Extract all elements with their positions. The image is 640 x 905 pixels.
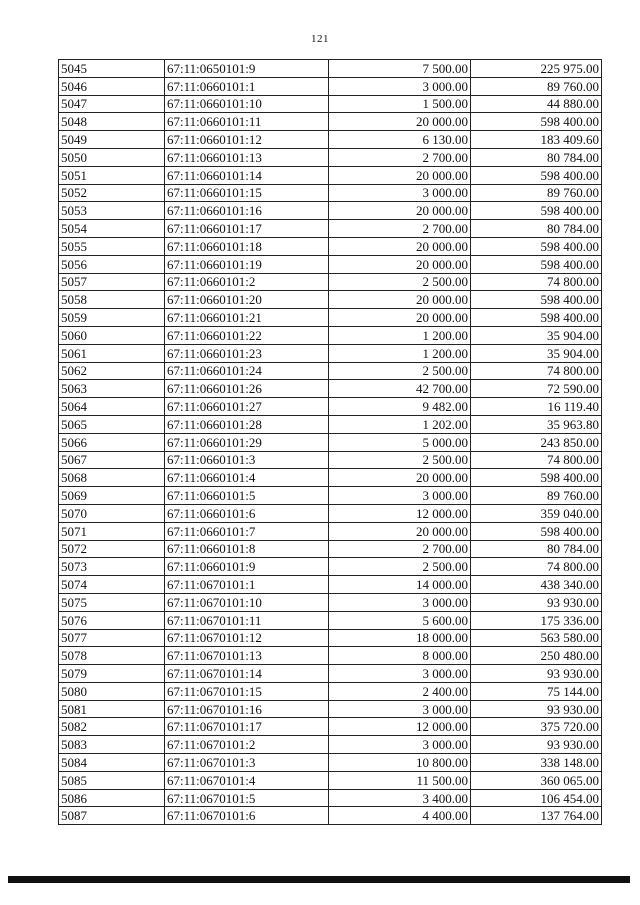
cadastral-value-cell: 80 784.00 <box>471 220 602 238</box>
row-number-cell: 5075 <box>59 593 165 611</box>
table-row <box>59 309 602 327</box>
cadastral-number-cell: 67:11:0660101:4 <box>165 469 329 487</box>
cadastral-number-cell: 67:11:0670101:3 <box>165 754 329 772</box>
cadastral-value-cell: 598 400.00 <box>471 202 602 220</box>
cadastral-number-cell: 67:11:0660101:2 <box>165 273 329 291</box>
cadastral-value-cell: 16 119.40 <box>471 398 602 416</box>
table-row <box>59 504 602 522</box>
cadastral-number-cell: 67:11:0660101:1 <box>165 77 329 95</box>
area-cell: 7 500.00 <box>329 60 471 78</box>
table-row <box>59 95 602 113</box>
table-row <box>59 789 602 807</box>
row-number-cell: 5080 <box>59 682 165 700</box>
cadastral-number-cell: 67:11:0670101:15 <box>165 682 329 700</box>
row-number-cell: 5082 <box>59 718 165 736</box>
cadastral-value-table <box>58 59 602 825</box>
area-cell: 20 000.00 <box>329 469 471 487</box>
cadastral-number-cell: 67:11:0660101:24 <box>165 362 329 380</box>
area-cell: 20 000.00 <box>329 202 471 220</box>
area-cell: 3 000.00 <box>329 77 471 95</box>
row-number-cell: 5086 <box>59 789 165 807</box>
row-number-cell: 5065 <box>59 415 165 433</box>
table-row <box>59 540 602 558</box>
area-cell: 5 600.00 <box>329 611 471 629</box>
cadastral-value-cell: 438 340.00 <box>471 576 602 594</box>
row-number-cell: 5056 <box>59 255 165 273</box>
area-cell: 4 400.00 <box>329 807 471 825</box>
row-number-cell: 5057 <box>59 273 165 291</box>
area-cell: 2 500.00 <box>329 362 471 380</box>
row-number-cell: 5068 <box>59 469 165 487</box>
area-cell: 20 000.00 <box>329 309 471 327</box>
table-row <box>59 380 602 398</box>
row-number-cell: 5079 <box>59 665 165 683</box>
table-row <box>59 736 602 754</box>
area-cell: 2 500.00 <box>329 451 471 469</box>
cadastral-value-cell: 74 800.00 <box>471 362 602 380</box>
area-cell: 20 000.00 <box>329 166 471 184</box>
area-cell: 2 700.00 <box>329 540 471 558</box>
cadastral-value-cell: 35 904.00 <box>471 326 602 344</box>
area-cell: 2 500.00 <box>329 273 471 291</box>
cadastral-number-cell: 67:11:0660101:10 <box>165 95 329 113</box>
cadastral-number-cell: 67:11:0660101:12 <box>165 131 329 149</box>
row-number-cell: 5074 <box>59 576 165 594</box>
table-row <box>59 771 602 789</box>
row-number-cell: 5072 <box>59 540 165 558</box>
cadastral-value-cell: 598 400.00 <box>471 255 602 273</box>
table-row <box>59 415 602 433</box>
cadastral-value-cell: 598 400.00 <box>471 237 602 255</box>
cadastral-value-cell: 74 800.00 <box>471 558 602 576</box>
row-number-cell: 5058 <box>59 291 165 309</box>
cadastral-value-cell: 74 800.00 <box>471 273 602 291</box>
row-number-cell: 5048 <box>59 113 165 131</box>
row-number-cell: 5071 <box>59 522 165 540</box>
cadastral-value-cell: 93 930.00 <box>471 593 602 611</box>
cadastral-value-cell: 359 040.00 <box>471 504 602 522</box>
cadastral-value-cell: 80 784.00 <box>471 540 602 558</box>
row-number-cell: 5078 <box>59 647 165 665</box>
row-number-cell: 5076 <box>59 611 165 629</box>
cadastral-value-cell: 89 760.00 <box>471 77 602 95</box>
row-number-cell: 5060 <box>59 326 165 344</box>
cadastral-number-cell: 67:11:0660101:20 <box>165 291 329 309</box>
table-row <box>59 718 602 736</box>
table-row <box>59 273 602 291</box>
cadastral-value-cell: 137 764.00 <box>471 807 602 825</box>
row-number-cell: 5069 <box>59 487 165 505</box>
cadastral-number-cell: 67:11:0660101:17 <box>165 220 329 238</box>
cadastral-number-cell: 67:11:0670101:16 <box>165 700 329 718</box>
table-row <box>59 255 602 273</box>
area-cell: 20 000.00 <box>329 522 471 540</box>
cadastral-number-cell: 67:11:0670101:12 <box>165 629 329 647</box>
cadastral-value-cell: 89 760.00 <box>471 487 602 505</box>
cadastral-value-cell: 75 144.00 <box>471 682 602 700</box>
cadastral-value-cell: 89 760.00 <box>471 184 602 202</box>
area-cell: 1 200.00 <box>329 326 471 344</box>
cadastral-number-cell: 67:11:0660101:6 <box>165 504 329 522</box>
cadastral-number-cell: 67:11:0670101:17 <box>165 718 329 736</box>
table-row <box>59 291 602 309</box>
area-cell: 3 000.00 <box>329 700 471 718</box>
area-cell: 3 000.00 <box>329 487 471 505</box>
row-number-cell: 5045 <box>59 60 165 78</box>
area-cell: 3 000.00 <box>329 665 471 683</box>
cadastral-number-cell: 67:11:0660101:26 <box>165 380 329 398</box>
row-number-cell: 5052 <box>59 184 165 202</box>
area-cell: 5 000.00 <box>329 433 471 451</box>
table-row <box>59 60 602 78</box>
table-row <box>59 611 602 629</box>
area-cell: 3 000.00 <box>329 736 471 754</box>
cadastral-value-cell: 225 975.00 <box>471 60 602 78</box>
cadastral-value-cell: 44 880.00 <box>471 95 602 113</box>
page-number: 121 <box>311 33 329 45</box>
row-number-cell: 5051 <box>59 166 165 184</box>
table-row <box>59 326 602 344</box>
cadastral-value-cell: 106 454.00 <box>471 789 602 807</box>
row-number-cell: 5077 <box>59 629 165 647</box>
area-cell: 20 000.00 <box>329 113 471 131</box>
cadastral-number-cell: 67:11:0660101:29 <box>165 433 329 451</box>
area-cell: 11 500.00 <box>329 771 471 789</box>
cadastral-number-cell: 67:11:0670101:11 <box>165 611 329 629</box>
row-number-cell: 5055 <box>59 237 165 255</box>
area-cell: 9 482.00 <box>329 398 471 416</box>
cadastral-value-cell: 598 400.00 <box>471 522 602 540</box>
area-cell: 12 000.00 <box>329 718 471 736</box>
row-number-cell: 5085 <box>59 771 165 789</box>
table-row <box>59 487 602 505</box>
cadastral-value-cell: 183 409.60 <box>471 131 602 149</box>
row-number-cell: 5083 <box>59 736 165 754</box>
cadastral-value-cell: 72 590.00 <box>471 380 602 398</box>
cadastral-number-cell: 67:11:0660101:8 <box>165 540 329 558</box>
table-row <box>59 237 602 255</box>
cadastral-value-cell: 93 930.00 <box>471 665 602 683</box>
row-number-cell: 5067 <box>59 451 165 469</box>
area-cell: 20 000.00 <box>329 291 471 309</box>
table-row <box>59 344 602 362</box>
cadastral-value-cell: 35 904.00 <box>471 344 602 362</box>
cadastral-number-cell: 67:11:0650101:9 <box>165 60 329 78</box>
area-cell: 2 700.00 <box>329 220 471 238</box>
cadastral-number-cell: 67:11:0660101:22 <box>165 326 329 344</box>
table-row <box>59 682 602 700</box>
cadastral-value-cell: 563 580.00 <box>471 629 602 647</box>
cadastral-number-cell: 67:11:0670101:10 <box>165 593 329 611</box>
row-number-cell: 5054 <box>59 220 165 238</box>
area-cell: 1 500.00 <box>329 95 471 113</box>
table-row <box>59 700 602 718</box>
cadastral-value-cell: 598 400.00 <box>471 291 602 309</box>
cadastral-number-cell: 67:11:0660101:9 <box>165 558 329 576</box>
table-row <box>59 807 602 825</box>
cadastral-number-cell: 67:11:0660101:28 <box>165 415 329 433</box>
cadastral-value-cell: 74 800.00 <box>471 451 602 469</box>
cadastral-value-cell: 250 480.00 <box>471 647 602 665</box>
row-number-cell: 5050 <box>59 148 165 166</box>
row-number-cell: 5084 <box>59 754 165 772</box>
row-number-cell: 5047 <box>59 95 165 113</box>
area-cell: 10 800.00 <box>329 754 471 772</box>
cadastral-number-cell: 67:11:0660101:18 <box>165 237 329 255</box>
area-cell: 2 700.00 <box>329 148 471 166</box>
table-row <box>59 202 602 220</box>
cadastral-value-cell: 93 930.00 <box>471 700 602 718</box>
row-number-cell: 5064 <box>59 398 165 416</box>
cadastral-number-cell: 67:11:0660101:14 <box>165 166 329 184</box>
cadastral-number-cell: 67:11:0670101:6 <box>165 807 329 825</box>
page-bottom-rule <box>8 876 630 883</box>
area-cell: 20 000.00 <box>329 237 471 255</box>
table-row <box>59 469 602 487</box>
area-cell: 20 000.00 <box>329 255 471 273</box>
table-row <box>59 647 602 665</box>
cadastral-number-cell: 67:11:0670101:14 <box>165 665 329 683</box>
cadastral-value-cell: 243 850.00 <box>471 433 602 451</box>
row-number-cell: 5059 <box>59 309 165 327</box>
area-cell: 8 000.00 <box>329 647 471 665</box>
cadastral-number-cell: 67:11:0660101:7 <box>165 522 329 540</box>
table-body <box>59 60 602 825</box>
row-number-cell: 5046 <box>59 77 165 95</box>
area-cell: 6 130.00 <box>329 131 471 149</box>
table-row <box>59 754 602 772</box>
table-row <box>59 522 602 540</box>
row-number-cell: 5087 <box>59 807 165 825</box>
cadastral-value-cell: 80 784.00 <box>471 148 602 166</box>
table-row <box>59 593 602 611</box>
area-cell: 3 000.00 <box>329 593 471 611</box>
table-row <box>59 184 602 202</box>
row-number-cell: 5062 <box>59 362 165 380</box>
table-row <box>59 558 602 576</box>
cadastral-number-cell: 67:11:0660101:13 <box>165 148 329 166</box>
cadastral-number-cell: 67:11:0670101:2 <box>165 736 329 754</box>
row-number-cell: 5061 <box>59 344 165 362</box>
cadastral-number-cell: 67:11:0660101:21 <box>165 309 329 327</box>
cadastral-value-cell: 375 720.00 <box>471 718 602 736</box>
cadastral-number-cell: 67:11:0660101:15 <box>165 184 329 202</box>
row-number-cell: 5049 <box>59 131 165 149</box>
cadastral-number-cell: 67:11:0660101:27 <box>165 398 329 416</box>
cadastral-value-cell: 598 400.00 <box>471 469 602 487</box>
table-row <box>59 433 602 451</box>
table-row <box>59 398 602 416</box>
cadastral-value-cell: 338 148.00 <box>471 754 602 772</box>
area-cell: 12 000.00 <box>329 504 471 522</box>
cadastral-value-cell: 598 400.00 <box>471 113 602 131</box>
table-row <box>59 131 602 149</box>
cadastral-number-cell: 67:11:0670101:4 <box>165 771 329 789</box>
table-row <box>59 629 602 647</box>
table-row <box>59 576 602 594</box>
row-number-cell: 5070 <box>59 504 165 522</box>
area-cell: 2 500.00 <box>329 558 471 576</box>
table-row <box>59 451 602 469</box>
cadastral-value-cell: 598 400.00 <box>471 166 602 184</box>
row-number-cell: 5066 <box>59 433 165 451</box>
area-cell: 18 000.00 <box>329 629 471 647</box>
area-cell: 2 400.00 <box>329 682 471 700</box>
row-number-cell: 5053 <box>59 202 165 220</box>
cadastral-value-cell: 175 336.00 <box>471 611 602 629</box>
table-row <box>59 362 602 380</box>
table-row <box>59 148 602 166</box>
table-row <box>59 665 602 683</box>
cadastral-value-cell: 598 400.00 <box>471 309 602 327</box>
cadastral-number-cell: 67:11:0660101:19 <box>165 255 329 273</box>
cadastral-number-cell: 67:11:0660101:3 <box>165 451 329 469</box>
table-row <box>59 166 602 184</box>
cadastral-number-cell: 67:11:0660101:5 <box>165 487 329 505</box>
row-number-cell: 5063 <box>59 380 165 398</box>
area-cell: 3 000.00 <box>329 184 471 202</box>
cadastral-number-cell: 67:11:0670101:1 <box>165 576 329 594</box>
cadastral-number-cell: 67:11:0660101:11 <box>165 113 329 131</box>
cadastral-value-cell: 360 065.00 <box>471 771 602 789</box>
row-number-cell: 5081 <box>59 700 165 718</box>
table-row <box>59 220 602 238</box>
area-cell: 14 000.00 <box>329 576 471 594</box>
table-row <box>59 113 602 131</box>
area-cell: 3 400.00 <box>329 789 471 807</box>
cadastral-value-cell: 93 930.00 <box>471 736 602 754</box>
area-cell: 1 202.00 <box>329 415 471 433</box>
table-row <box>59 77 602 95</box>
cadastral-number-cell: 67:11:0660101:16 <box>165 202 329 220</box>
cadastral-number-cell: 67:11:0670101:13 <box>165 647 329 665</box>
area-cell: 1 200.00 <box>329 344 471 362</box>
row-number-cell: 5073 <box>59 558 165 576</box>
cadastral-number-cell: 67:11:0660101:23 <box>165 344 329 362</box>
cadastral-value-cell: 35 963.80 <box>471 415 602 433</box>
cadastral-number-cell: 67:11:0670101:5 <box>165 789 329 807</box>
area-cell: 42 700.00 <box>329 380 471 398</box>
